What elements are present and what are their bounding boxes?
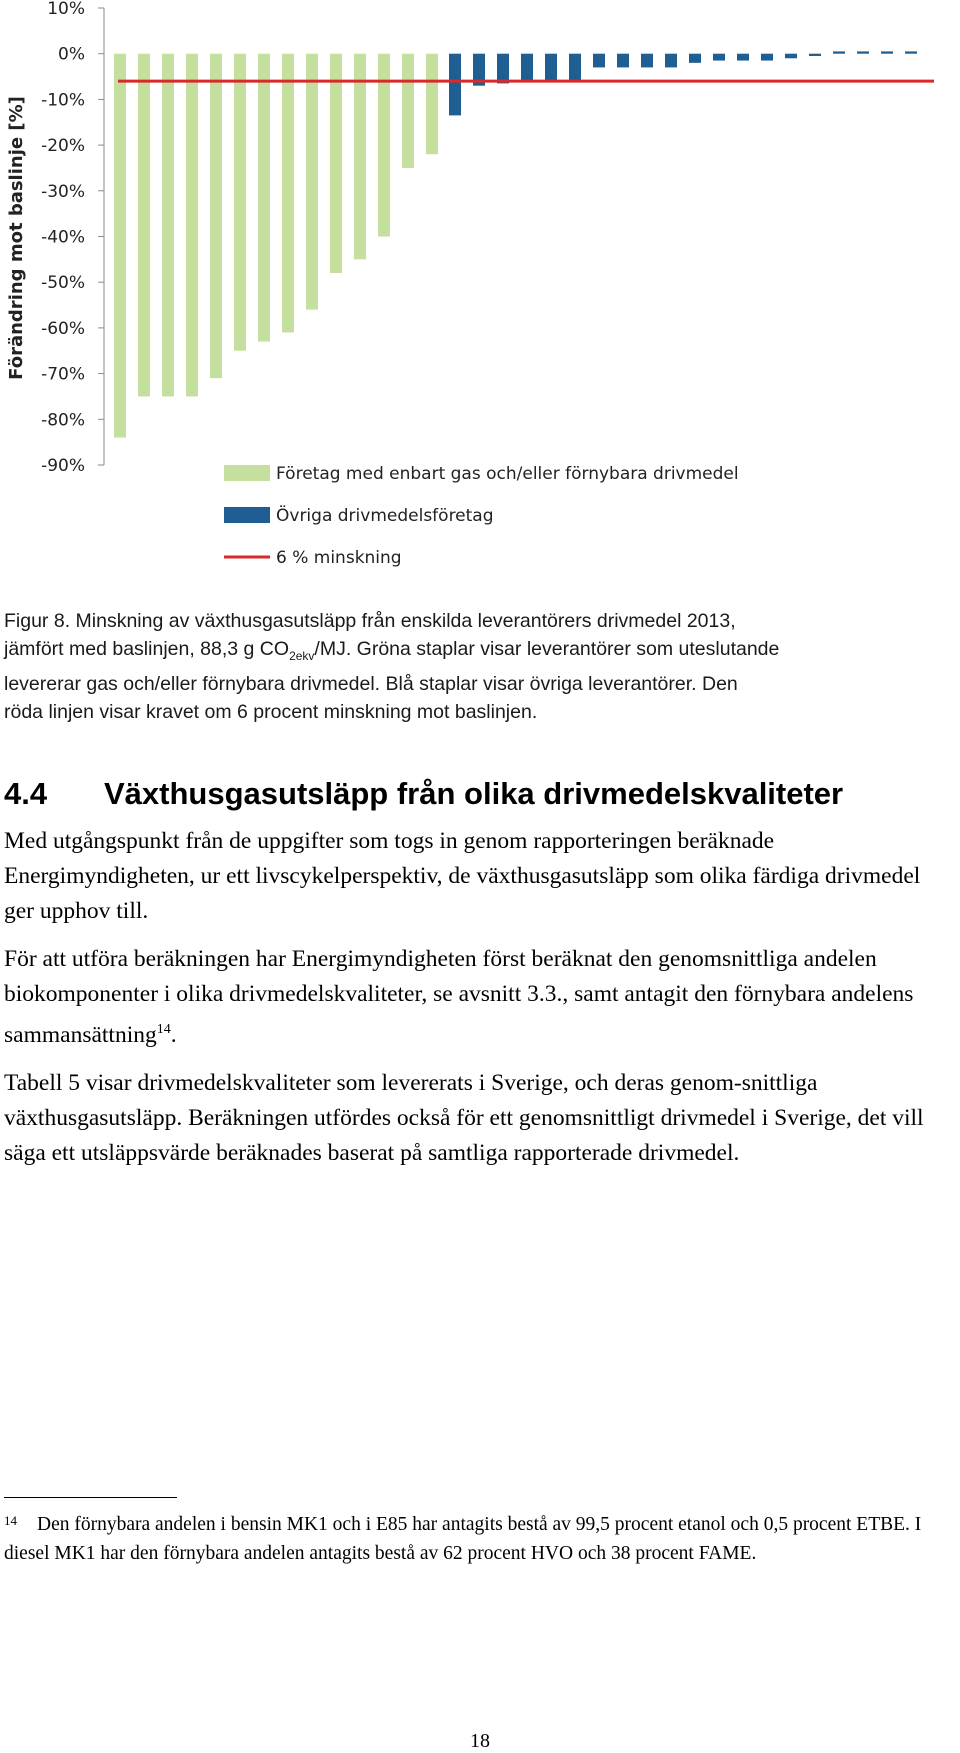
y-tick-label: -10% bbox=[41, 90, 85, 111]
blue-bar bbox=[641, 54, 653, 68]
figure-caption bbox=[4, 607, 954, 726]
y-tick-label: -90% bbox=[41, 456, 85, 476]
body-text bbox=[4, 824, 956, 1184]
bar-chart bbox=[0, 0, 960, 580]
y-axis bbox=[6, 0, 104, 476]
y-tick-label: -50% bbox=[41, 273, 85, 294]
y-tick-label: -20% bbox=[41, 136, 85, 157]
green-bar bbox=[306, 54, 318, 310]
blue-bar bbox=[809, 54, 821, 56]
caption-text: jämfört med baslinjen, 88,3 g CO bbox=[4, 638, 290, 660]
green-bar bbox=[258, 54, 270, 342]
legend-label: Övriga drivmedelsföretag bbox=[276, 506, 494, 526]
legend-label: Företag med enbart gas och/eller förnybara drivmedel bbox=[276, 464, 739, 484]
paragraph-text: För att utföra beräkningen har Energimyndigheten först beräknat den genomsnittliga andelen biokomponenter i olika drivmedelskvaliteter, se avsnitt 3.3., samt antagit den förnybara andelens sammansättning bbox=[4, 946, 914, 1048]
y-tick-label: 10% bbox=[47, 0, 85, 19]
blue-bar bbox=[737, 54, 749, 61]
section-title: Växthusgasutsläpp från olika drivmedelskvaliteter bbox=[104, 776, 844, 811]
paragraph-text: . bbox=[170, 1021, 177, 1048]
caption-line: röda linjen visar kravet om 6 procent minskning mot baslinjen. bbox=[4, 700, 538, 723]
paragraph bbox=[4, 942, 956, 1053]
y-tick-label: -60% bbox=[41, 318, 85, 339]
blue-bar bbox=[713, 54, 725, 61]
blue-bar bbox=[905, 51, 917, 53]
blue-bar bbox=[833, 51, 845, 53]
y-tick-label: 0% bbox=[58, 44, 85, 65]
blue-bar bbox=[545, 54, 557, 81]
paragraph: Tabell 5 visar drivmedelskvaliteter som levererats i Sverige, och deras genom-snittliga växthusgasutsläpp. Beräkningen utfördes också för ett genomsnittligt drivmedel i Sverige, det vill säga ett utsläppsvärde beräknades baserat på samtliga rapporterade drivmedel. bbox=[4, 1069, 924, 1166]
paragraph: Med utgångspunkt från de uppgifter som togs in genom rapporteringen beräknade Energimyndigheten, ur ett livscykelperspektiv, de växthusgasutsläpp som olika färdiga drivmedel ger upphov till. bbox=[4, 828, 921, 924]
footnote-text: Den förnybara andelen i bensin MK1 och i E85 har antagits bestå av 99,5 procent etanol och 0,5 procent ETBE. I diesel MK1 har den förnybara andelen antagits bestå av 62 procent HVO och 38 procent FAME. bbox=[4, 1514, 922, 1564]
legend-label: 6 % minskning bbox=[276, 548, 402, 568]
legend-swatch bbox=[224, 507, 270, 523]
y-axis-title: Förändring mot baslinje [%] bbox=[6, 96, 27, 380]
blue-bar bbox=[761, 54, 773, 61]
y-tick-label: -80% bbox=[41, 410, 85, 431]
green-bar bbox=[426, 54, 438, 155]
caption-line: levererar gas och/eller förnybara drivmedel. Blå staplar visar övriga leverantörer. Den bbox=[4, 672, 738, 695]
bars bbox=[114, 51, 934, 437]
blue-bar bbox=[449, 54, 461, 116]
legend-swatch bbox=[224, 465, 270, 481]
footnote-number: 14 bbox=[4, 1513, 17, 1528]
footnote-divider bbox=[4, 1497, 177, 1498]
caption-line bbox=[4, 635, 954, 670]
blue-bar bbox=[593, 54, 605, 68]
green-bar bbox=[402, 54, 414, 168]
green-bar bbox=[210, 54, 222, 378]
blue-bar bbox=[617, 54, 629, 68]
blue-bar bbox=[857, 51, 869, 53]
blue-bar bbox=[497, 54, 509, 84]
blue-bar bbox=[521, 54, 533, 81]
green-bar bbox=[138, 54, 150, 397]
y-tick-label: -40% bbox=[41, 227, 85, 248]
green-bar bbox=[282, 54, 294, 333]
y-tick-label: -30% bbox=[41, 181, 85, 202]
green-bar bbox=[114, 54, 126, 438]
caption-subscript: 2ekv bbox=[289, 648, 315, 663]
blue-bar bbox=[665, 54, 677, 68]
blue-bar bbox=[785, 54, 797, 59]
blue-bar bbox=[569, 54, 581, 81]
green-bar bbox=[234, 54, 246, 351]
green-bar bbox=[186, 54, 198, 397]
page-number: 18 bbox=[470, 1730, 490, 1752]
caption-text: /MJ. Gröna staplar visar leverantörer som uteslutande bbox=[314, 638, 780, 660]
green-bar bbox=[354, 54, 366, 260]
green-bar bbox=[330, 54, 342, 273]
footnote bbox=[4, 1506, 956, 1568]
caption-line: Figur 8. Minskning av växthusgasutsläpp från enskilda leverantörers drivmedel 2013, bbox=[4, 610, 736, 632]
blue-bar bbox=[881, 51, 893, 53]
section-number: 4.4 bbox=[4, 776, 48, 811]
y-tick-label: -70% bbox=[41, 364, 85, 385]
section-heading bbox=[4, 776, 954, 812]
footnote-reference[interactable]: 14 bbox=[156, 1022, 171, 1037]
blue-bar bbox=[689, 54, 701, 63]
green-bar bbox=[162, 54, 174, 397]
legend bbox=[224, 464, 739, 568]
